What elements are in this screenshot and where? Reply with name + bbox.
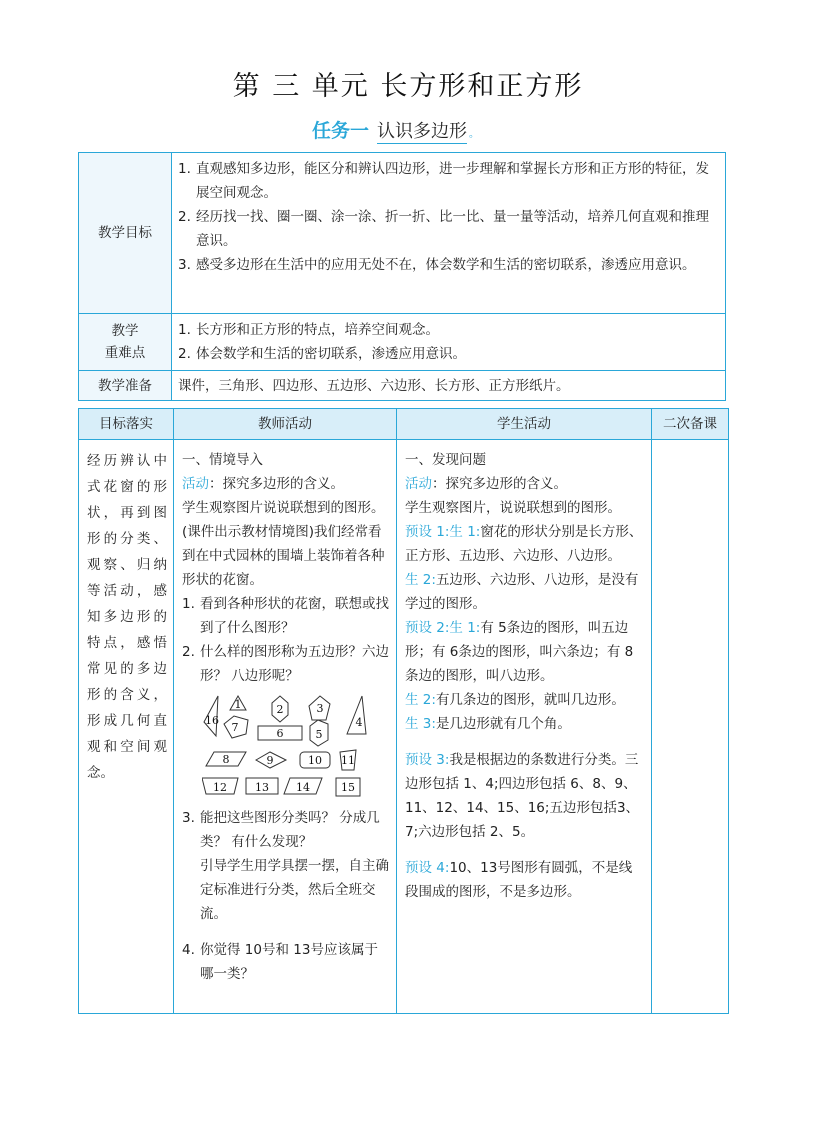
goal-item: 1. 直观感知多边形，能区分和辨认四边形，进一步理解和掌握长方形和正方形的特征，发展空间观念。	[178, 161, 709, 201]
shape-label-8: 8	[222, 753, 230, 766]
target-cell	[79, 440, 174, 1014]
target-text: 经历辨认中式花窗的形状，再到图形的分类、观察、归纳等活动，感知多边形的特点，感悟常见的多边形的含义，形成几何直观和空间观念。	[87, 453, 167, 781]
key-item: 2. 体会数学和生活的密切联系，渗透应用意识。	[178, 346, 466, 362]
student-preset-1: 预设 1:生 1:窗花的形状分别是长方形、正方形、五边形、六边形、八边形。	[405, 524, 643, 564]
shape-label-1: 1	[234, 698, 242, 711]
activity-table	[78, 408, 729, 1014]
goal-content	[172, 153, 726, 314]
goal-item: 3. 感受多边形在生活中的应用无处不在，体会数学和生活的密切联系，渗透应用意识。	[178, 257, 696, 273]
prep-label: 教学准备	[79, 371, 172, 401]
student-preset-1b: 生 2:五边形、六边形、八边形，是没有学过的图形。	[405, 572, 639, 612]
task-dot: 。	[469, 129, 480, 140]
teacher-cell	[174, 440, 397, 1014]
shape-label-15: 15	[341, 781, 355, 794]
shape-label-7: 7	[231, 721, 239, 734]
header-teacher: 教师活动	[174, 409, 397, 440]
prep-content: 课件，三角形、四边形、五边形、六边形、长方形、正方形纸片。	[172, 371, 726, 401]
teacher-question-3: 3. 能把这些图形分类吗？ 分成几类？ 有什么发现？	[182, 810, 380, 850]
teacher-question-1: 1. 看到各种形状的花窗，联想或找到了什么图形？	[182, 596, 389, 636]
student-preset-2b: 生 2:有几条边的图形，就叫几边形。	[405, 692, 625, 708]
page-title: 第 三 单元 长方形和正方形	[232, 71, 584, 102]
student-preset-3: 预设 3:我是根据边的条数进行分类。三边形包括 1、4;四边形包括 6、8、9、11、12、14、15、16;五边形包括3、7;六边形包括 2、5。	[405, 752, 640, 840]
student-activity: 活动：探究多边形的含义。	[405, 476, 567, 492]
shape-label-11: 11	[341, 754, 355, 767]
key-label: 教学 重难点	[79, 314, 172, 371]
shape-label-5: 5	[315, 728, 323, 741]
student-cell	[397, 440, 652, 1014]
shape-label-12: 12	[213, 781, 227, 794]
task-name: 认识多边形	[377, 121, 468, 142]
notes-cell	[652, 440, 729, 1014]
student-preset-2: 预设 2:生 1:有 5条边的图形，叫五边形；有 6条边的图形，叫六条边；有 8条边的图形，叫八边形。	[405, 620, 634, 684]
shape-label-13: 13	[255, 781, 269, 794]
shape-label-2: 2	[276, 703, 284, 716]
teacher-activity: 活动：探究多边形的含义。	[182, 476, 344, 492]
student-preset-4: 预设 4:10、13号图形有圆弧，不是线段围成的图形，不是多边形。	[405, 860, 633, 900]
student-intro: 学生观察图片，说说联想到的图形。	[405, 500, 621, 516]
key-content	[172, 314, 726, 371]
shape-label-16: 16	[205, 714, 219, 727]
teacher-section: 一、情境导入	[182, 452, 263, 468]
shape-label-4: 4	[355, 716, 363, 729]
shape-label-3: 3	[316, 702, 324, 715]
polygon-shapes-figure	[182, 694, 390, 802]
shape-label-6: 6	[276, 727, 284, 740]
shape-label-10: 10	[308, 754, 322, 767]
task-number: 任务一	[312, 120, 370, 142]
goal-label: 教学目标	[79, 153, 172, 314]
key-item: 1. 长方形和正方形的特点，培养空间观念。	[178, 322, 439, 338]
header-target: 目标落实	[79, 409, 174, 440]
teacher-question-4: 4. 你觉得 10号和 13号应该属于哪一类？	[182, 942, 378, 982]
shape-label-9: 9	[266, 754, 274, 767]
goals-table	[78, 152, 726, 401]
header-notes: 二次备课	[652, 409, 729, 440]
header-student: 学生活动	[397, 409, 652, 440]
student-preset-2c: 生 3:是几边形就有几个角。	[405, 716, 571, 732]
teacher-intro: 学生观察图片说说联想到的图形。(课件出示教材情境图)我们经常看到在中式园林的围墙上装饰着各种形状的花窗。	[182, 500, 385, 588]
teacher-question-2: 2. 什么样的图形称为五边形？六边形？ 八边形呢？	[182, 644, 389, 684]
teacher-note-3: 引导学生用学具摆一摆，自主确定标准进行分类，然后全班交流。	[200, 858, 389, 922]
student-section: 一、发现问题	[405, 452, 486, 468]
goal-item: 2. 经历找一找、圈一圈、涂一涂、折一折、比一比、量一量等活动，培养几何直观和推理意识。	[178, 209, 709, 249]
task-subtitle	[312, 116, 479, 142]
shape-label-14: 14	[296, 781, 310, 794]
